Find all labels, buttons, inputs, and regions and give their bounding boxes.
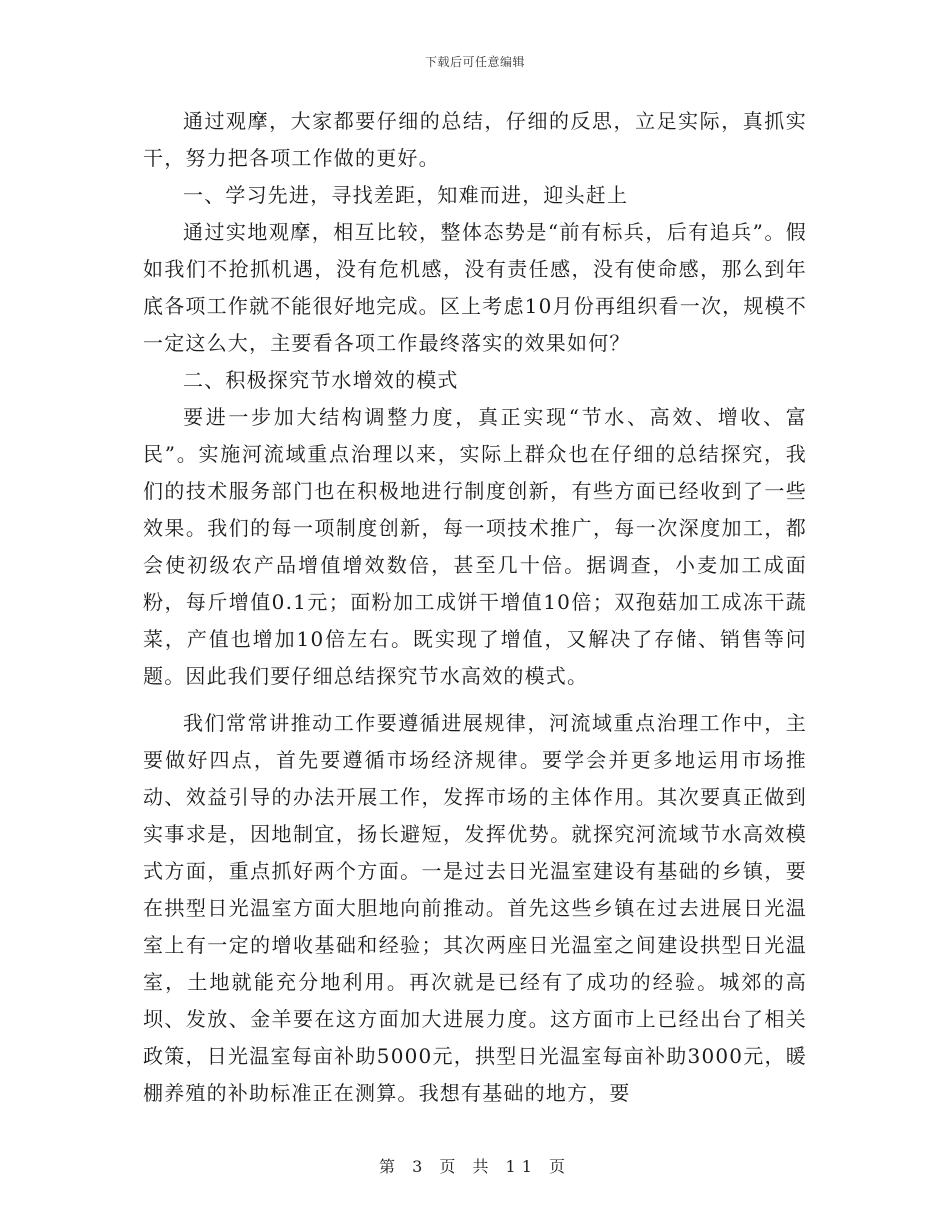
section-heading-2: 二、积极探究节水增效的模式 xyxy=(183,368,459,392)
paragraph-spacer xyxy=(143,695,807,705)
section-heading-1: 一、学习先进，寻找差距，知难而进，迎头赶上 xyxy=(183,183,629,207)
page-header: 下载后可任意编辑 xyxy=(424,55,525,69)
page-footer: 第 3 页 共 11 页 xyxy=(379,1157,571,1176)
paragraph-structure-adjustment: 要进一步加大结构调整力度，真正实现“节水、高效、增收、富民”。实施河流域重点治理以来，实际上群众也在仔细的总结探究，我们的技术服务部门也在积极地进行制度创新，有些方面已经收到了一些效果。我们的每一项制度创新，每一项技术推广，每一次深度加工，都会使初级农产品增值增效数倍，甚至几十倍。据调查，小麦加工成面粉，每斤增值0.1元；面粉加工成饼干增值10倍；双孢菇加工成冻干蔬菜，产值也增加10倍左右。既实现了增值，又解决了存储、销售等问题。因此我们要仔细总结探究节水高效的模式。 xyxy=(143,405,807,688)
paragraph-observation: 通过实地观摩，相互比较，整体态势是“前有标兵，后有追兵”。假如我们不抢抓机遇，没有危机感，没有责任感，没有使命感，那么到年底各项工作就不能很好地完成。区上考虑10月份再组织看一次，规模不一定这么大，主要看各项工作最终落实的效果如何？ xyxy=(143,220,807,355)
document-body xyxy=(143,103,807,1112)
paragraph-intro: 通过观摩，大家都要仔细的总结，仔细的反思，立足实际，真抓实干，努力把各项工作做的更好。 xyxy=(143,109,807,170)
paragraph-development-rules: 我们常常讲推动工作要遵循进展规律，河流域重点治理工作中，主要做好四点，首先要遵循市场经济规律。要学会并更多地运用市场推动、效益引导的办法开展工作，发挥市场的主体作用。其次要真正做到实事求是，因地制宜，扬长避短，发挥优势。就探究河流域节水高效模式方面，重点抓好两个方面。一是过去日光温室建设有基础的乡镇，要在拱型日光温室方面大胆地向前推动。首先这些乡镇在过去进展日光温室上有一定的增收基础和经验；其次两座日光温室之间建设拱型日光温室，土地就能充分地利用。再次就是已经有了成功的经验。城郊的高坝、发放、金羊要在这方面加大进展力度。这方面市上已经出台了相关政策，日光温室每亩补助5000元，拱型日光温室每亩补助3000元，暖棚养殖的补助标准正在测算。我想有基础的地方，要 xyxy=(143,711,807,1105)
